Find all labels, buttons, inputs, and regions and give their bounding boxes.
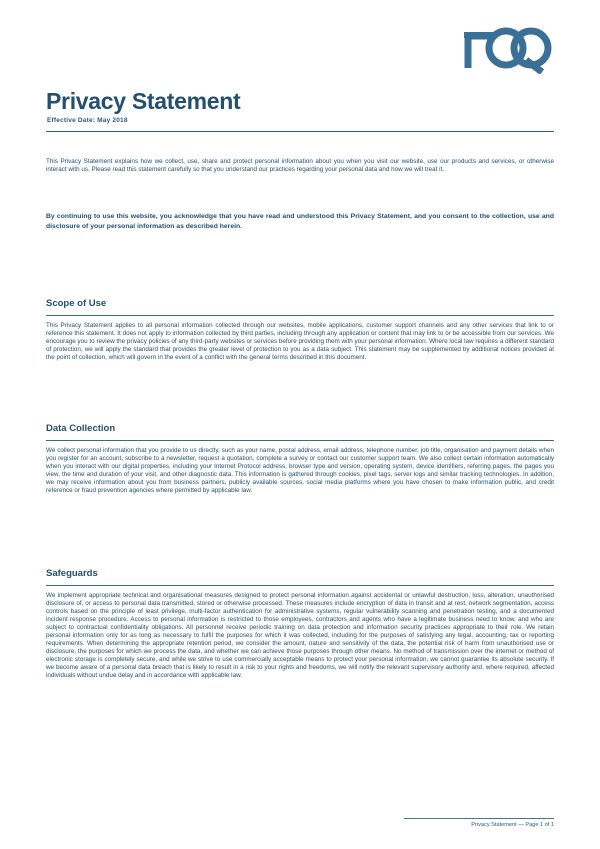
section-divider-1 — [46, 315, 554, 316]
section-body-2: We collect personal information that you provide to us directly, such as your name, postal address, email address, telephone number, job title, organisation and payment details when you register for an account, subscribe to a newsletter, request a quotation, complete a survey or contact our customer support team. We also collect certain information automatically when you interact with our digital properties, including your Internet Protocol address, browser type and version, operating system, device identifiers, referring pages, the pages you view, the time and duration of your visit, and other diagnostic data. This information is gathered through cookies, pixel tags, server logs and similar tracking technologies. In addition, we may receive information about you from business partners, publicly available sources, social media platforms where you have chosen to make information public, and credit reference or fraud prevention agencies where permitted by applicable law. — [46, 447, 554, 494]
section-body-1: This Privacy Statement applies to all personal information collected through our websites, mobile applications, customer support channels and any other services that link to or reference this statement. It does not apply to information collected by third parties, including through any application or content that may link to or be accessible from our services. We encourage you to review the privacy policies of any third-party websites or services before providing them with your personal information. Where local law requires a different standard of protection, we will apply the standard that provides the greater level of protection to you as a data subject. This statement may be supplemented by additional notices provided at the point of collection, which will govern in the event of a conflict with the general terms described in this document. — [46, 322, 554, 361]
section-divider-3 — [46, 585, 554, 586]
title-divider — [46, 131, 554, 132]
section-heading-1: Scope of Use — [46, 298, 107, 309]
footer-text: Privacy Statement — Page 1 of 1 — [471, 822, 554, 828]
intro-paragraph: This Privacy Statement explains how we collect, use, share and protect personal information about you when you visit our website, use our products and services, or otherwise interact with us. Please read this statement carefully so that you understand our practices regarding your personal data and how we will treat it. — [46, 158, 554, 173]
effective-date: Effective Date: May 2018 — [47, 117, 128, 124]
page-title: Privacy Statement — [46, 88, 241, 114]
notice-paragraph: By continuing to use this website, you acknowledge that you have read and understood this Privacy Statement, and you consent to the collection, use and disclosure of your personal information as described herein. — [46, 213, 554, 230]
section-body-3: We implement appropriate technical and organisational measures designed to protect personal information against accidental or unlawful destruction, loss, alteration, unauthorised disclosure of, or access to personal data transmitted, stored or otherwise processed. These measures include encryption of data in transit and at rest, network segmentation, access controls based on the principle of least privilege, multi-factor authentication for administrative systems, regular vulnerability scanning and penetration testing, and a documented incident response procedure. Access to personal information is restricted to those employees, contractors and agents who have a legitimate business need to know, and who are subject to contractual confidentiality obligations. All personnel receive periodic training on data protection and information security practices appropriate to their role. We retain personal information only for as long as necessary to fulfil the purposes for which it was collected, including for the purposes of satisfying any legal, accounting, tax or reporting requirements. When determining the appropriate retention period, we consider the amount, nature and sensitivity of the data, the potential risk of harm from unauthorised use or disclosure, the purposes for which we process the data, and whether we can achieve those purposes through other means. No method of transmission over the internet or method of electronic storage is completely secure, and while we strive to use commercially acceptable means to protect your personal information, we cannot guarantee its absolute security. If we become aware of a personal data breach that is likely to result in a risk to your rights and freedoms, we will notify the relevant supervisory authority and, where required, affected individuals without undue delay and in accordance with applicable law. — [46, 592, 554, 679]
footer-divider — [404, 818, 554, 819]
company-logo — [458, 22, 554, 74]
section-divider-2 — [46, 440, 554, 441]
section-heading-3: Safeguards — [46, 568, 98, 579]
page-content — [46, 0, 554, 849]
section-heading-2: Data Collection — [46, 423, 116, 434]
